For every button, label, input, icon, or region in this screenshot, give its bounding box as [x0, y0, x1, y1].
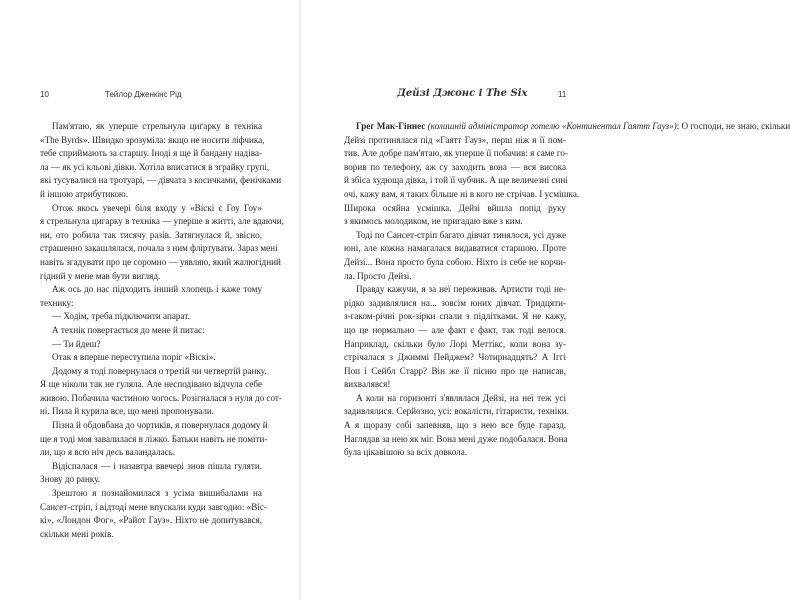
left-text-line: Сансет-стріп, і відтоді мене впускали куди завгодно: «Віс-: [40, 501, 267, 512]
left-text-line: Пам'ятаю, як уперше стрельнула цигарку в техніка: [52, 121, 262, 131]
left-text-line: навіть згадувати про це соромно — уявляю, який жалюгідний: [40, 256, 281, 267]
speaker-intro-line: [344, 120, 790, 134]
left-text-line: Я ще ніколи так не гуляла. Але несподівано відчула себе: [40, 379, 262, 390]
left-text-line: я стрельнула цигарку в техніка — уперше в житті, але вдаючи,: [40, 216, 284, 227]
right-page-body: [344, 120, 790, 460]
right-text-line: задивлялися. Серйозно, усі: вокалісти, гітаристи, техніки.: [344, 406, 569, 417]
left-text-line: кі», «Лондон Фог», «Райот Гауз». Ніхто не допитувався,: [40, 515, 262, 526]
speaker-name: Грег Мак-Гіннес: [356, 121, 426, 131]
right-text-line: була цікавішою за всіх довкола.: [344, 447, 468, 458]
page-number-left: 10: [40, 90, 49, 99]
left-text-line: які тусувалися на тротуарі, — дівчата з косичками, фенічками: [40, 175, 282, 186]
left-text-line: ні. Пила й курила все, що мені пропонували.: [40, 406, 215, 417]
left-text-line: Додому я тоді повернулася о третій чи четвертій ранку.: [52, 365, 267, 376]
right-text-line: Правду кажучи, я за неї переживав. Артисти тоді не-: [356, 284, 566, 295]
right-text-line: Дейзі... Вона просто була собою. Ніхто із себе не корчи-: [344, 256, 566, 267]
left-text-line: гідний у мене мав бути вигляд.: [40, 270, 161, 281]
left-page: [0, 0, 300, 600]
right-page: [300, 0, 790, 600]
left-text-line: Знову до ранку.: [40, 474, 101, 485]
right-text-line: й збіса худюща дівка, і той її чубчик. А ще величезні сині: [344, 175, 568, 186]
right-text-line: вихвалявся!: [344, 379, 391, 390]
right-text-line: Поп і Сейбл Старр? Він же її пісню про це написав,: [344, 365, 566, 376]
right-text-line: юні, але кожна намагалася видаватися старшою. Проте: [344, 243, 566, 254]
running-head-title: Дейзі Джонс і The Six: [397, 88, 528, 99]
right-text-line: рідко задивлялися на... зовсім юних дівчат. Тридцяти-: [344, 297, 566, 308]
left-text-line: Відіспалася — і назавтра ввечері знов пішла гуляти.: [52, 460, 262, 471]
left-text-line: страшенно закашлялася, почала з ним фліртувати. Зараз мені: [40, 243, 278, 254]
left-text-line: — Ходім, треба підключити апарат.: [52, 311, 190, 322]
left-text-line: й іншою атрибутикою.: [40, 188, 128, 199]
right-text-line: тив. Але добре пам'ятаю, як уперше її побачив: я саме го-: [344, 148, 568, 159]
right-text-line: А коли на горизонті з'являлася Дейзі, на неї теж усі: [356, 392, 566, 403]
right-text-line: Дейзі протинялася під «Гаятт Гауз», перш ніж я її пом-: [344, 134, 566, 145]
running-head-author: Тейлор Дженкінс Рід: [105, 90, 182, 99]
page-number-right: 11: [558, 90, 567, 99]
right-text-line: що це нормально — але факт є факт, так тоді велося.: [344, 324, 566, 335]
right-text-line: з якимось молодиком, не пригадаю вже з ким.: [344, 216, 523, 227]
right-text-line: Наглядав за нею як міг. Вона мені дуже подобалася. Вона: [344, 433, 568, 444]
left-text-line: ли, що я всю ніч десь валандалась.: [40, 447, 176, 458]
left-text-line: — Ти йдеш?: [52, 338, 101, 349]
right-text-line: стрічалася з Джиммі Пейджем? Чотирнадцять? А Іггі: [344, 352, 566, 363]
left-text-line: скільки мені років.: [40, 528, 114, 539]
left-text-line: Отож якось увечері біля входу у «Віскі є Гоу Гоу»: [52, 202, 262, 213]
right-text-line: А я щоразу собі запевняв, що з нею все буде гаразд.: [344, 420, 566, 431]
left-text-line: ни, ото робила так тисячу разів. Затягнулася й, звісно,: [40, 229, 262, 240]
left-text-line: А технік повертається до мене й питає:: [52, 324, 205, 335]
left-text-line: Отак я вперше переступила поріг «Віскі».: [52, 352, 216, 363]
speaker-role: (колишній адміністратор готелю «Континентал Гаятт Гауз»): [427, 121, 677, 131]
left-text-line: тебе сприймають за старшу. Іноді я ще й бандану надіва-: [40, 148, 262, 159]
right-text-line: ла. Просто Дейзі.: [344, 270, 412, 281]
left-text-line: технику:: [40, 297, 74, 308]
left-text-line: «The Byrds». Швидко зрозуміла: якщо не носити ліфчика,: [40, 134, 265, 145]
left-page-body: [40, 120, 284, 541]
right-text-line: ворив по телефону, аж су заходить вона — вся висока: [344, 161, 566, 172]
speaker-intro-rest: : О господи, не знаю, скільки: [676, 121, 790, 131]
left-text-line: ще я тоді моя завалилася в ліжко. Батьки навіть не поміти-: [40, 433, 268, 444]
right-text-line: Тоді по Сансет-стріп багато дівчат тинялося, усі дуже: [356, 229, 566, 240]
left-text-line: Пізна й обдовбана до чортиків, я повернулася додому й: [52, 420, 268, 431]
left-text-line: Зрештою я познайомилася з усіма вишибалами на: [52, 488, 262, 499]
right-text-line: Наприклад, скільки було Лорі Меттікс, коли вона зу-: [344, 338, 566, 349]
right-text-line: очі, кажу вам, я таких більше ні в кого не стрічав. І усмішка.: [344, 188, 580, 199]
left-text-line: живою. Побачила частиною чогось. Розігналася з нуля до сот-: [40, 392, 282, 403]
left-text-line: ла — як усі кльові дівки. Хотіла вписатися в зграйку групі,: [40, 161, 270, 172]
left-text-line: Аж ось до нас підходить інший хлопець і каже тому: [52, 284, 262, 295]
right-text-line: Широка осяйна усмішка. Дейзі вйшла попід руку: [344, 202, 566, 213]
right-text-line: з-гаком-річні рок-зірки спали з підлітками. Я не кажу,: [344, 311, 566, 322]
